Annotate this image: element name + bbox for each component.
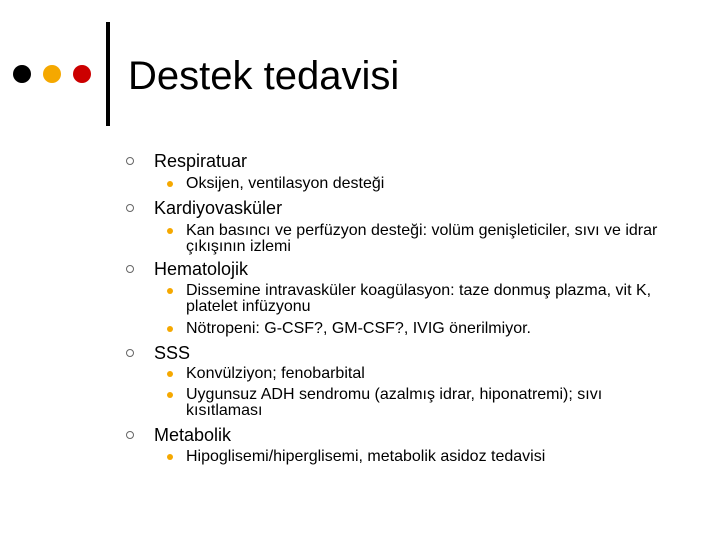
list-item: Uygunsuz ADH sendromu (azalmış idrar, hiponatremi); sıvı kısıtlaması xyxy=(186,386,603,419)
list-item: Dissemine intravasküler koagülasyon: taze donmuş plazma, vit K, platelet infüzyonu xyxy=(186,282,652,315)
list-item: Hipoglisemi/hiperglisemi, metabolik asidoz tedavisi xyxy=(186,448,546,465)
section-bullet-icon xyxy=(126,157,134,165)
item-bullet-icon xyxy=(167,392,173,398)
slide-title: Destek tedavisi xyxy=(128,54,400,98)
list-item: Oksijen, ventilasyon desteği xyxy=(186,175,385,192)
item-bullet-icon xyxy=(167,326,173,332)
section-heading: Respiratuar xyxy=(154,151,248,171)
section-bullet-icon xyxy=(126,204,134,212)
item-bullet-icon xyxy=(167,371,173,377)
item-bullet-icon xyxy=(167,288,173,294)
section-bullet-icon xyxy=(126,431,134,439)
item-bullet-icon xyxy=(167,181,173,187)
item-bullet-icon xyxy=(167,228,173,234)
section-heading: SSS xyxy=(154,343,191,363)
section-bullet-icon xyxy=(126,349,134,357)
item-bullet-icon xyxy=(167,454,173,460)
list-item: Nötropeni: G-CSF?, GM-CSF?, IVIG önerilmiyor. xyxy=(186,320,531,337)
section-bullet-icon xyxy=(126,265,134,273)
list-item: Konvülziyon; fenobarbital xyxy=(186,365,365,382)
title-divider xyxy=(106,22,110,126)
black-dot-icon xyxy=(13,65,31,83)
red-dot-icon xyxy=(73,65,91,83)
orange-dot-icon xyxy=(43,65,61,83)
section-heading: Hematolojik xyxy=(154,259,249,279)
section-heading: Metabolik xyxy=(154,425,232,445)
list-item: Kan basıncı ve perfüzyon desteği: volüm genişleticiler, sıvı ve idrar çıkışının izlemi xyxy=(186,222,658,255)
section-heading: Kardiyovasküler xyxy=(154,198,283,218)
